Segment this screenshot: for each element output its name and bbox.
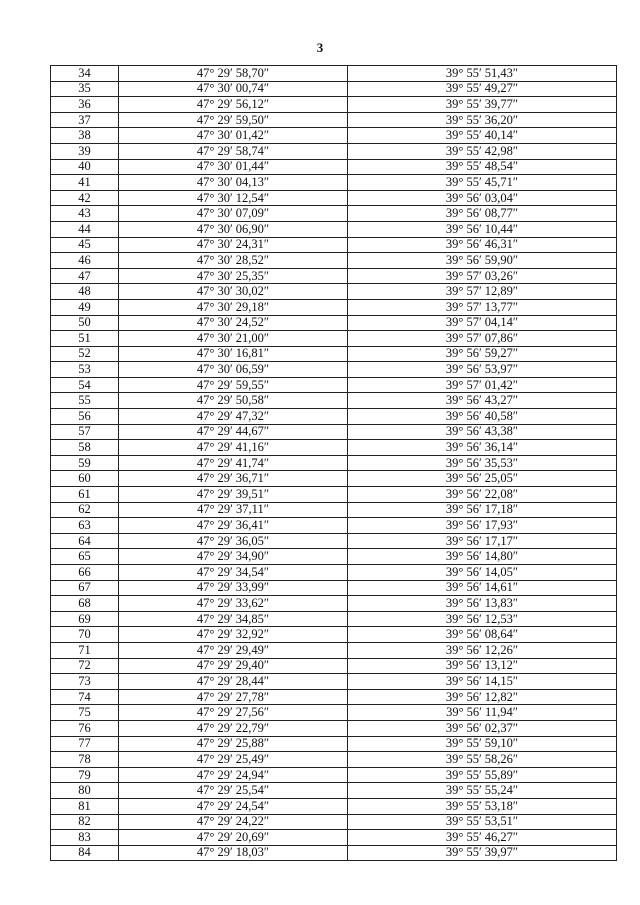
latitude-cell: 47° 30′ 07,09″ bbox=[119, 206, 348, 222]
table-row bbox=[51, 471, 617, 487]
point-number-cell: 47 bbox=[51, 268, 119, 284]
table-row bbox=[51, 315, 617, 331]
latitude-cell: 47° 29′ 50,58″ bbox=[119, 393, 348, 409]
longitude-cell: 39° 56′ 12,26″ bbox=[348, 642, 617, 658]
longitude-cell: 39° 56′ 12,53″ bbox=[348, 611, 617, 627]
point-number-cell: 77 bbox=[51, 736, 119, 752]
point-number-cell: 50 bbox=[51, 315, 119, 331]
point-number-cell: 75 bbox=[51, 705, 119, 721]
point-number-cell: 53 bbox=[51, 362, 119, 378]
longitude-cell: 39° 57′ 01,42″ bbox=[348, 377, 617, 393]
point-number-cell: 79 bbox=[51, 767, 119, 783]
point-number-cell: 70 bbox=[51, 627, 119, 643]
coordinates-table bbox=[50, 65, 617, 861]
latitude-cell: 47° 29′ 28,44″ bbox=[119, 674, 348, 690]
longitude-cell: 39° 55′ 55,89″ bbox=[348, 767, 617, 783]
table-row bbox=[51, 642, 617, 658]
longitude-cell: 39° 55′ 40,14″ bbox=[348, 128, 617, 144]
table-row bbox=[51, 66, 617, 82]
table-row bbox=[51, 455, 617, 471]
latitude-cell: 47° 30′ 04,13″ bbox=[119, 175, 348, 191]
point-number-cell: 52 bbox=[51, 346, 119, 362]
table-row bbox=[51, 112, 617, 128]
latitude-cell: 47° 30′ 12,54″ bbox=[119, 190, 348, 206]
latitude-cell: 47° 29′ 39,51″ bbox=[119, 487, 348, 503]
latitude-cell: 47° 30′ 01,42″ bbox=[119, 128, 348, 144]
longitude-cell: 39° 56′ 08,77″ bbox=[348, 206, 617, 222]
longitude-cell: 39° 57′ 12,89″ bbox=[348, 284, 617, 300]
point-number-cell: 74 bbox=[51, 689, 119, 705]
table-row bbox=[51, 533, 617, 549]
longitude-cell: 39° 55′ 48,54″ bbox=[348, 159, 617, 175]
longitude-cell: 39° 56′ 40,58″ bbox=[348, 409, 617, 425]
table-row bbox=[51, 720, 617, 736]
table-row bbox=[51, 783, 617, 799]
point-number-cell: 38 bbox=[51, 128, 119, 144]
longitude-cell: 39° 56′ 13,83″ bbox=[348, 596, 617, 612]
latitude-cell: 47° 30′ 29,18″ bbox=[119, 299, 348, 315]
table-row bbox=[51, 674, 617, 690]
table-row bbox=[51, 81, 617, 97]
point-number-cell: 36 bbox=[51, 97, 119, 113]
point-number-cell: 48 bbox=[51, 284, 119, 300]
table-row bbox=[51, 190, 617, 206]
longitude-cell: 39° 56′ 14,15″ bbox=[348, 674, 617, 690]
table-row bbox=[51, 97, 617, 113]
longitude-cell: 39° 56′ 43,38″ bbox=[348, 424, 617, 440]
latitude-cell: 47° 29′ 24,94″ bbox=[119, 767, 348, 783]
point-number-cell: 72 bbox=[51, 658, 119, 674]
latitude-cell: 47° 29′ 34,54″ bbox=[119, 565, 348, 581]
table-row bbox=[51, 237, 617, 253]
latitude-cell: 47° 29′ 18,03″ bbox=[119, 845, 348, 861]
latitude-cell: 47° 29′ 20,69″ bbox=[119, 830, 348, 846]
latitude-cell: 47° 30′ 30,02″ bbox=[119, 284, 348, 300]
table-row bbox=[51, 253, 617, 269]
latitude-cell: 47° 30′ 24,52″ bbox=[119, 315, 348, 331]
point-number-cell: 40 bbox=[51, 159, 119, 175]
point-number-cell: 57 bbox=[51, 424, 119, 440]
table-row bbox=[51, 658, 617, 674]
longitude-cell: 39° 55′ 51,43″ bbox=[348, 66, 617, 82]
table-row bbox=[51, 128, 617, 144]
longitude-cell: 39° 56′ 12,82″ bbox=[348, 689, 617, 705]
table-row bbox=[51, 206, 617, 222]
latitude-cell: 47° 29′ 25,49″ bbox=[119, 752, 348, 768]
latitude-cell: 47° 29′ 37,11″ bbox=[119, 502, 348, 518]
point-number-cell: 84 bbox=[51, 845, 119, 861]
latitude-cell: 47° 30′ 00,74″ bbox=[119, 81, 348, 97]
table-row bbox=[51, 331, 617, 347]
table-row bbox=[51, 284, 617, 300]
latitude-cell: 47° 29′ 56,12″ bbox=[119, 97, 348, 113]
longitude-cell: 39° 56′ 14,05″ bbox=[348, 565, 617, 581]
latitude-cell: 47° 29′ 41,16″ bbox=[119, 440, 348, 456]
longitude-cell: 39° 55′ 58,26″ bbox=[348, 752, 617, 768]
table-row bbox=[51, 440, 617, 456]
point-number-cell: 71 bbox=[51, 642, 119, 658]
latitude-cell: 47° 30′ 06,59″ bbox=[119, 362, 348, 378]
longitude-cell: 39° 56′ 46,31″ bbox=[348, 237, 617, 253]
longitude-cell: 39° 55′ 39,77″ bbox=[348, 97, 617, 113]
latitude-cell: 47° 29′ 25,88″ bbox=[119, 736, 348, 752]
table-row bbox=[51, 549, 617, 565]
longitude-cell: 39° 56′ 25,05″ bbox=[348, 471, 617, 487]
point-number-cell: 80 bbox=[51, 783, 119, 799]
point-number-cell: 68 bbox=[51, 596, 119, 612]
longitude-cell: 39° 55′ 53,51″ bbox=[348, 814, 617, 830]
table-row bbox=[51, 767, 617, 783]
point-number-cell: 58 bbox=[51, 440, 119, 456]
coordinates-table-body bbox=[51, 66, 617, 861]
point-number-cell: 35 bbox=[51, 81, 119, 97]
point-number-cell: 67 bbox=[51, 580, 119, 596]
latitude-cell: 47° 29′ 44,67″ bbox=[119, 424, 348, 440]
latitude-cell: 47° 30′ 24,31″ bbox=[119, 237, 348, 253]
page-number: 3 bbox=[316, 40, 324, 55]
point-number-cell: 61 bbox=[51, 487, 119, 503]
latitude-cell: 47° 30′ 16,81″ bbox=[119, 346, 348, 362]
point-number-cell: 54 bbox=[51, 377, 119, 393]
table-row bbox=[51, 175, 617, 191]
point-number-cell: 34 bbox=[51, 66, 119, 82]
latitude-cell: 47° 29′ 22,79″ bbox=[119, 720, 348, 736]
point-number-cell: 69 bbox=[51, 611, 119, 627]
latitude-cell: 47° 29′ 33,99″ bbox=[119, 580, 348, 596]
latitude-cell: 47° 29′ 27,78″ bbox=[119, 689, 348, 705]
longitude-cell: 39° 55′ 46,27″ bbox=[348, 830, 617, 846]
point-number-cell: 59 bbox=[51, 455, 119, 471]
point-number-cell: 62 bbox=[51, 502, 119, 518]
longitude-cell: 39° 56′ 35,53″ bbox=[348, 455, 617, 471]
latitude-cell: 47° 29′ 29,40″ bbox=[119, 658, 348, 674]
latitude-cell: 47° 29′ 41,74″ bbox=[119, 455, 348, 471]
point-number-cell: 39 bbox=[51, 143, 119, 159]
longitude-cell: 39° 56′ 17,93″ bbox=[348, 518, 617, 534]
point-number-cell: 42 bbox=[51, 190, 119, 206]
point-number-cell: 44 bbox=[51, 221, 119, 237]
point-number-cell: 66 bbox=[51, 565, 119, 581]
point-number-cell: 45 bbox=[51, 237, 119, 253]
longitude-cell: 39° 55′ 39,97″ bbox=[348, 845, 617, 861]
latitude-cell: 47° 29′ 27,56″ bbox=[119, 705, 348, 721]
table-row bbox=[51, 814, 617, 830]
latitude-cell: 47° 30′ 01,44″ bbox=[119, 159, 348, 175]
longitude-cell: 39° 56′ 17,18″ bbox=[348, 502, 617, 518]
table-row bbox=[51, 627, 617, 643]
longitude-cell: 39° 55′ 42,98″ bbox=[348, 143, 617, 159]
longitude-cell: 39° 55′ 49,27″ bbox=[348, 81, 617, 97]
longitude-cell: 39° 56′ 10,44″ bbox=[348, 221, 617, 237]
table-row bbox=[51, 752, 617, 768]
table-row bbox=[51, 830, 617, 846]
table-row bbox=[51, 268, 617, 284]
point-number-cell: 60 bbox=[51, 471, 119, 487]
longitude-cell: 39° 55′ 59,10″ bbox=[348, 736, 617, 752]
point-number-cell: 46 bbox=[51, 253, 119, 269]
point-number-cell: 65 bbox=[51, 549, 119, 565]
point-number-cell: 56 bbox=[51, 409, 119, 425]
latitude-cell: 47° 29′ 59,50″ bbox=[119, 112, 348, 128]
latitude-cell: 47° 29′ 36,05″ bbox=[119, 533, 348, 549]
table-row bbox=[51, 143, 617, 159]
point-number-cell: 83 bbox=[51, 830, 119, 846]
longitude-cell: 39° 56′ 14,80″ bbox=[348, 549, 617, 565]
longitude-cell: 39° 56′ 13,12″ bbox=[348, 658, 617, 674]
latitude-cell: 47° 29′ 32,92″ bbox=[119, 627, 348, 643]
point-number-cell: 41 bbox=[51, 175, 119, 191]
point-number-cell: 43 bbox=[51, 206, 119, 222]
longitude-cell: 39° 56′ 03,04″ bbox=[348, 190, 617, 206]
point-number-cell: 78 bbox=[51, 752, 119, 768]
table-row bbox=[51, 159, 617, 175]
longitude-cell: 39° 56′ 14,61″ bbox=[348, 580, 617, 596]
longitude-cell: 39° 56′ 02,37″ bbox=[348, 720, 617, 736]
latitude-cell: 47° 29′ 33,62″ bbox=[119, 596, 348, 612]
table-row bbox=[51, 299, 617, 315]
table-row bbox=[51, 580, 617, 596]
latitude-cell: 47° 29′ 24,54″ bbox=[119, 798, 348, 814]
table-row bbox=[51, 409, 617, 425]
point-number-cell: 49 bbox=[51, 299, 119, 315]
table-row bbox=[51, 377, 617, 393]
table-row bbox=[51, 424, 617, 440]
point-number-cell: 55 bbox=[51, 393, 119, 409]
longitude-cell: 39° 57′ 07,86″ bbox=[348, 331, 617, 347]
latitude-cell: 47° 29′ 25,54″ bbox=[119, 783, 348, 799]
latitude-cell: 47° 30′ 21,00″ bbox=[119, 331, 348, 347]
point-number-cell: 81 bbox=[51, 798, 119, 814]
table-row bbox=[51, 393, 617, 409]
table-row bbox=[51, 705, 617, 721]
table-row bbox=[51, 611, 617, 627]
longitude-cell: 39° 56′ 11,94″ bbox=[348, 705, 617, 721]
point-number-cell: 64 bbox=[51, 533, 119, 549]
point-number-cell: 37 bbox=[51, 112, 119, 128]
latitude-cell: 47° 30′ 25,35″ bbox=[119, 268, 348, 284]
table-row bbox=[51, 736, 617, 752]
longitude-cell: 39° 55′ 36,20″ bbox=[348, 112, 617, 128]
longitude-cell: 39° 56′ 08,64″ bbox=[348, 627, 617, 643]
point-number-cell: 63 bbox=[51, 518, 119, 534]
latitude-cell: 47° 29′ 34,85″ bbox=[119, 611, 348, 627]
longitude-cell: 39° 56′ 17,17″ bbox=[348, 533, 617, 549]
table-row bbox=[51, 346, 617, 362]
latitude-cell: 47° 29′ 47,32″ bbox=[119, 409, 348, 425]
table-row bbox=[51, 502, 617, 518]
point-number-cell: 51 bbox=[51, 331, 119, 347]
longitude-cell: 39° 57′ 04,14″ bbox=[348, 315, 617, 331]
longitude-cell: 39° 56′ 36,14″ bbox=[348, 440, 617, 456]
longitude-cell: 39° 57′ 13,77″ bbox=[348, 299, 617, 315]
table-row bbox=[51, 518, 617, 534]
point-number-cell: 82 bbox=[51, 814, 119, 830]
latitude-cell: 47° 29′ 34,90″ bbox=[119, 549, 348, 565]
table-row bbox=[51, 845, 617, 861]
latitude-cell: 47° 29′ 59,55″ bbox=[119, 377, 348, 393]
table-row bbox=[51, 565, 617, 581]
table-row bbox=[51, 798, 617, 814]
latitude-cell: 47° 29′ 36,71″ bbox=[119, 471, 348, 487]
longitude-cell: 39° 56′ 59,90″ bbox=[348, 253, 617, 269]
latitude-cell: 47° 29′ 58,70″ bbox=[119, 66, 348, 82]
table-row bbox=[51, 596, 617, 612]
longitude-cell: 39° 55′ 55,24″ bbox=[348, 783, 617, 799]
point-number-cell: 76 bbox=[51, 720, 119, 736]
table-row bbox=[51, 487, 617, 503]
longitude-cell: 39° 56′ 22,08″ bbox=[348, 487, 617, 503]
latitude-cell: 47° 29′ 58,74″ bbox=[119, 143, 348, 159]
table-row bbox=[51, 689, 617, 705]
longitude-cell: 39° 56′ 59,27″ bbox=[348, 346, 617, 362]
longitude-cell: 39° 55′ 45,71″ bbox=[348, 175, 617, 191]
longitude-cell: 39° 56′ 43,27″ bbox=[348, 393, 617, 409]
latitude-cell: 47° 29′ 36,41″ bbox=[119, 518, 348, 534]
latitude-cell: 47° 30′ 28,52″ bbox=[119, 253, 348, 269]
latitude-cell: 47° 29′ 29,49″ bbox=[119, 642, 348, 658]
table-row bbox=[51, 221, 617, 237]
longitude-cell: 39° 56′ 53,97″ bbox=[348, 362, 617, 378]
longitude-cell: 39° 55′ 53,18″ bbox=[348, 798, 617, 814]
latitude-cell: 47° 30′ 06,90″ bbox=[119, 221, 348, 237]
point-number-cell: 73 bbox=[51, 674, 119, 690]
longitude-cell: 39° 57′ 03,26″ bbox=[348, 268, 617, 284]
table-row bbox=[51, 362, 617, 378]
latitude-cell: 47° 29′ 24,22″ bbox=[119, 814, 348, 830]
